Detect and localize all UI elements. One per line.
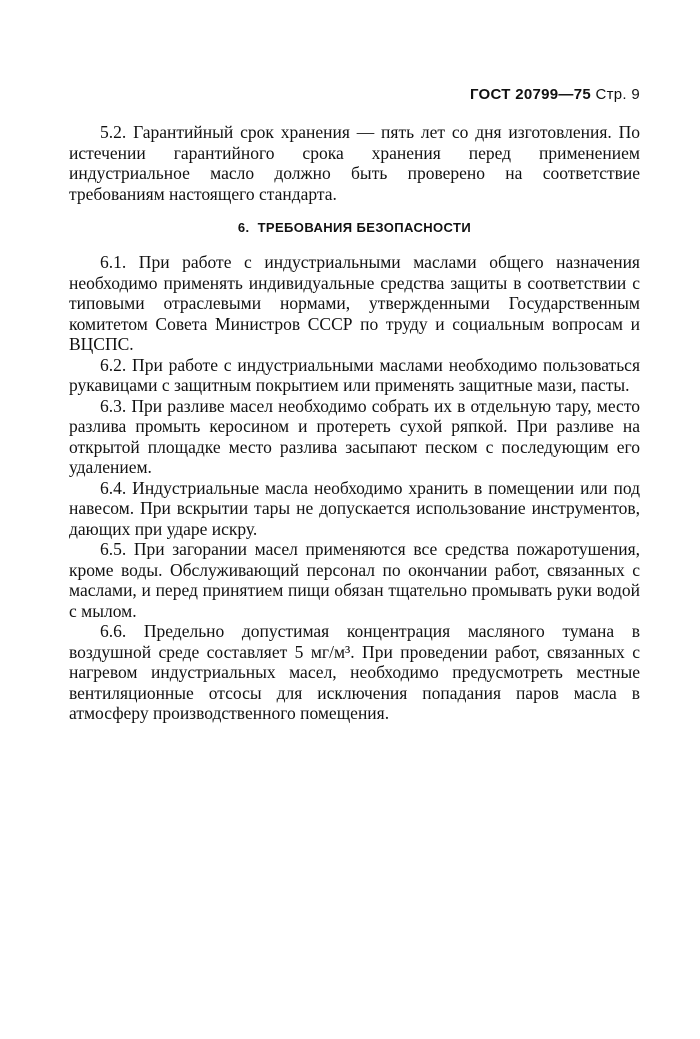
paragraph-6-5: 6.5. При загорании масел применяются все средства пожаротушения, кроме воды. Обслуживающий персонал по окончании работ, связанных с маслами, и перед принятием пищи обязан тщательно промывать руки водой с мылом. <box>69 539 640 621</box>
paragraph-6-4: 6.4. Индустриальные масла необходимо хранить в помещении или под навесом. При вскрытии тары не допускается использование инструментов, дающих при ударе искру. <box>69 477 640 539</box>
page-number: Стр. 9 <box>595 86 640 103</box>
paragraph-5-2: 5.2. Гарантийный срок хранения — пять лет со дня изготовления. По истечении гарантийного срока хранения перед применением индустриальное масло должно быть проверено на соответствие требованиям настоящего стандарта. <box>69 122 640 204</box>
paragraph-6-1: 6.1. При работе с индустриальными маслами общего назначения необходимо применять индивидуальные средства защиты в соответствии с типовыми отраслевыми нормами, утвержденными Государственным комитетом Совета Министров СССР по труду и социальным вопросам и ВЦСПС. <box>69 252 640 354</box>
paragraph-6-3: 6.3. При разливе масел необходимо собрать их в отдельную тару, место разлива промыть керосином и протереть сухой ряпкой. При разливе на открытой площадке место разлива засыпают песком с последующим его удалением. <box>69 395 640 477</box>
standard-designation: ГОСТ 20799—75 <box>469 86 591 103</box>
paragraph-6-6: 6.6. Предельно допустимая концентрация масляного тумана в воздушной среде составляет 5 мг/м³. При проведении работ, связанных с нагревом индустриальных масел, необходимо предусмотреть местные вентиляционные отсосы для исключения попадания паров масла в атмосферу производственного помещения. <box>69 621 640 723</box>
running-header <box>470 86 640 103</box>
section-heading <box>69 220 640 235</box>
section-number: 6. <box>237 220 250 235</box>
section-title: ТРЕБОВАНИЯ БЕЗОПАСНОСТИ <box>257 220 472 235</box>
body-text <box>69 122 640 724</box>
paragraph-6-2: 6.2. При работе с индустриальными маслами необходимо пользоваться рукавицами с защитным покрытием или применять защитные мази, пасты. <box>69 354 640 395</box>
